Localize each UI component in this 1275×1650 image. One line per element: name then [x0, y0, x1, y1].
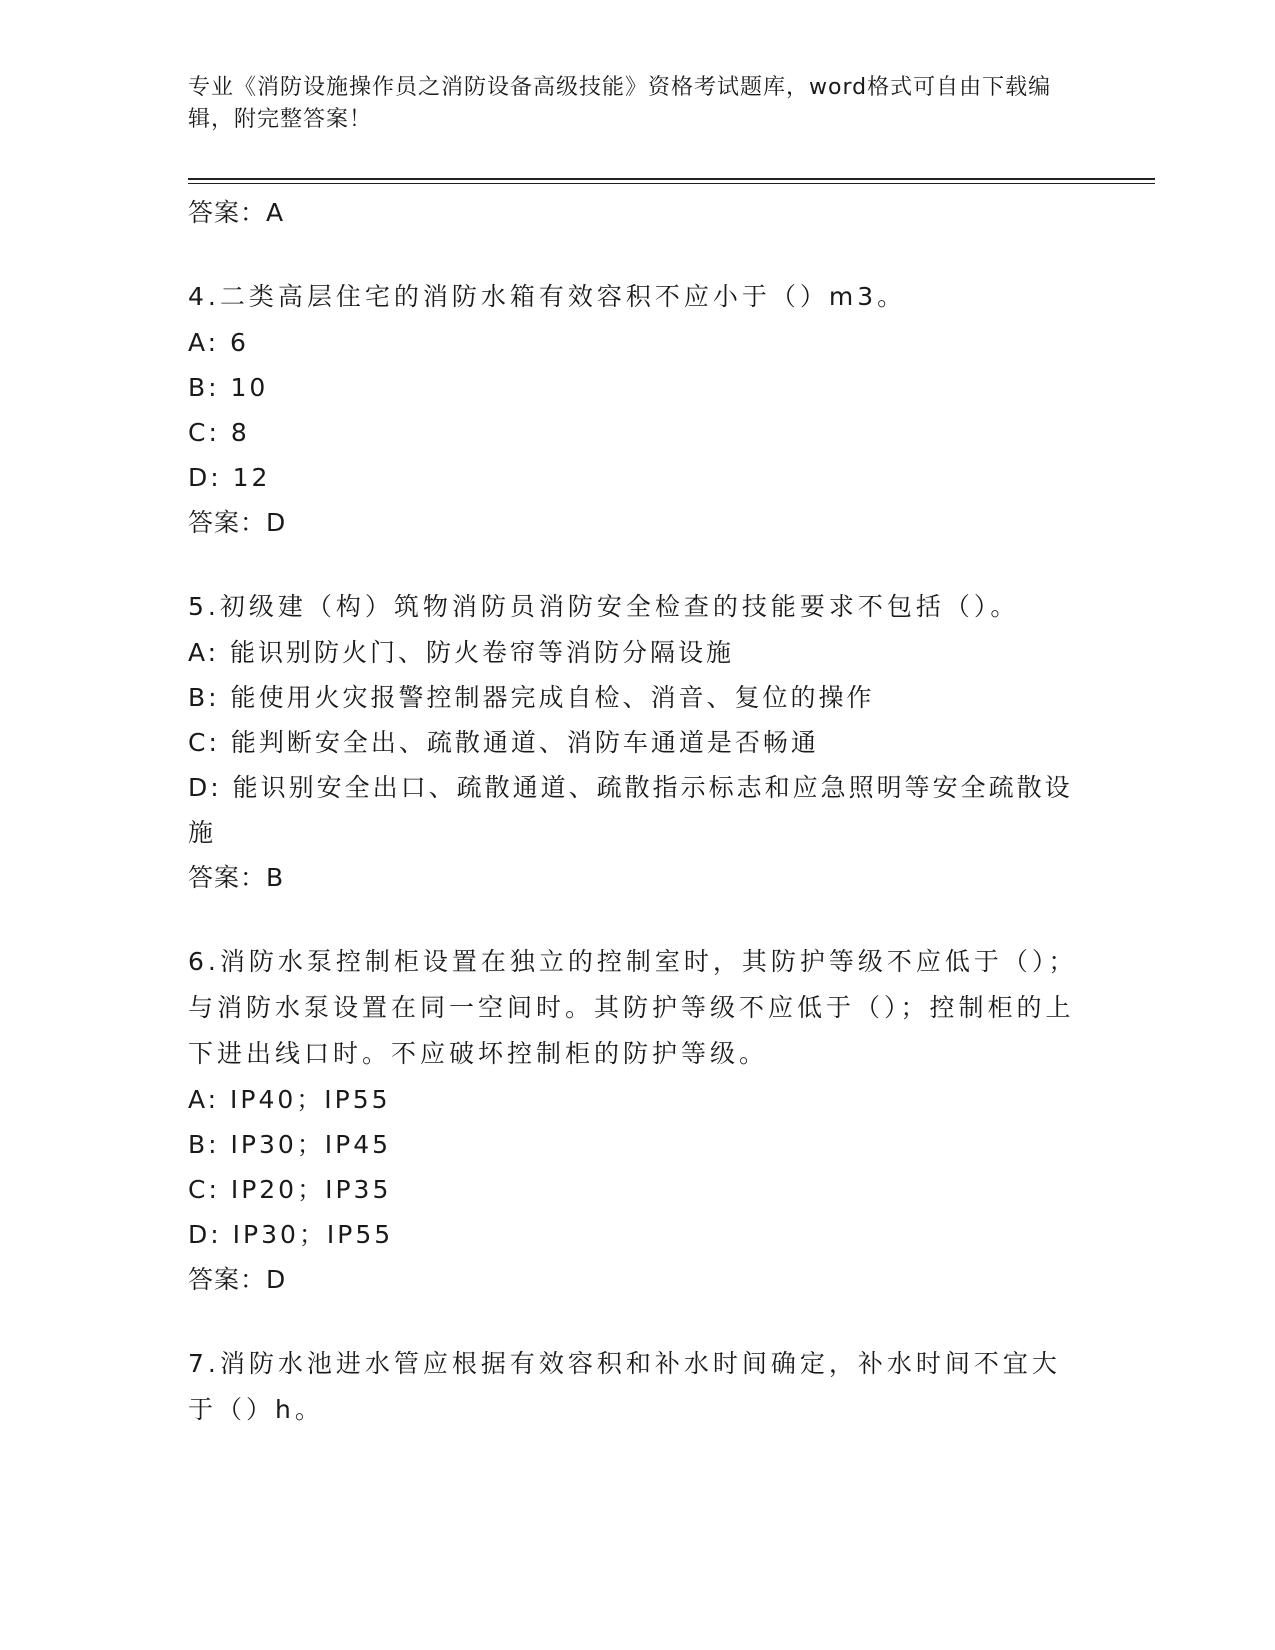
question-text: 7.消防水池进水管应根据有效容积和补水时间确定，补水时间不宜大于（）h。: [188, 1349, 1061, 1424]
option-c: C: 8: [188, 418, 250, 447]
option-b: B: 能使用火灾报警控制器完成自检、消音、复位的操作: [188, 683, 875, 712]
answer-line: 答案：B: [188, 863, 285, 892]
question-block: [188, 584, 1088, 901]
question-list: [188, 190, 1088, 1433]
answer-line: 答案：D: [188, 508, 287, 537]
answer-line: 答案：D: [188, 1265, 287, 1294]
document-header: 专业《消防设施操作员之消防设备高级技能》资格考试题库，word格式可自由下载编辑，附完整答案！: [188, 75, 1052, 132]
option-b: B: 10: [188, 373, 269, 402]
option-b: B: IP30；IP45: [188, 1130, 392, 1159]
option-d: D: 12: [188, 463, 271, 492]
question-block: [188, 1341, 1088, 1433]
option-a: A: IP40；IP55: [188, 1085, 391, 1114]
question-block: [188, 274, 1088, 546]
answer-line: 答案：A: [188, 198, 285, 227]
option-d: D: 能识别安全出口、疏散通道、疏散指示标志和应急照明等安全疏散设施: [188, 773, 1073, 847]
question-text: 4.二类高层住宅的消防水箱有效容积不应小于（）m3。: [188, 282, 907, 311]
question-text: 6.消防水泵控制柜设置在独立的控制室时，其防护等级不应低于（）；与消防水泵设置在同一空间时。其防护等级不应低于（）；控制柜的上下进出线口时。不应破坏控制柜的防护等级。: [188, 947, 1078, 1068]
option-d: D: IP30；IP55: [188, 1220, 394, 1249]
option-c: C: IP20；IP35: [188, 1175, 392, 1204]
question-block: [188, 939, 1088, 1303]
option-a: A: 能识别防火门、防火卷帘等消防分隔设施: [188, 638, 735, 667]
header-divider-thick: [188, 178, 1155, 180]
option-a: A: 6: [188, 328, 249, 357]
question-text: 5.初级建（构）筑物消防员消防安全检查的技能要求不包括（）。: [188, 592, 1020, 621]
option-c: C: 能判断安全出、疏散通道、消防车通道是否畅通: [188, 728, 819, 757]
header-divider-thin: [188, 183, 1155, 184]
